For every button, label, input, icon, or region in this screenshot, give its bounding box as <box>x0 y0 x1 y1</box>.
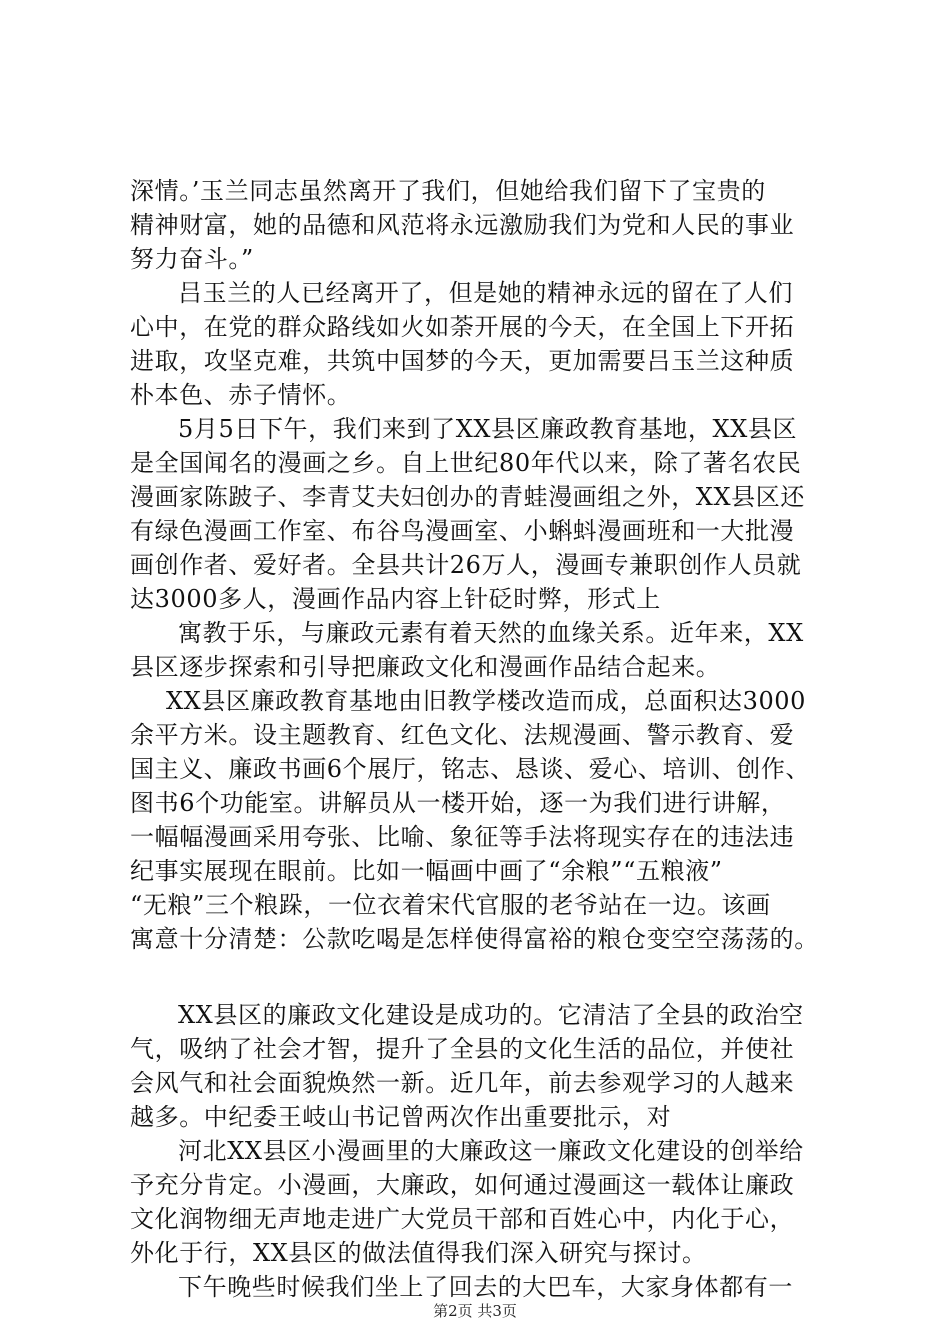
text-line: 进取，攻坚克难，共筑中国梦的今天，更加需要吕玉兰这种质 <box>130 347 795 375</box>
text-line: 图书6个功能室。讲解员从一楼开始，逐一为我们进行讲解， <box>130 789 786 817</box>
text-line: 会风气和社会面貌焕然一新。近几年，前去参观学习的人越来 <box>130 1069 795 1097</box>
text-line: 一幅幅漫画采用夸张、比喻、象征等手法将现实存在的违法违 <box>130 823 795 851</box>
text-line: 画创作者、爱好者。全县共计26万人，漫画专兼职创作人员就 <box>130 551 802 579</box>
paragraph-start: 5月5日下午，我们来到了XX县区廉政教育基地，XX县区 <box>178 415 798 443</box>
paragraph-start: 寓教于乐，与廉政元素有着天然的血缘关系。近年来，XX <box>178 619 804 647</box>
text-line: 县区逐步探索和引导把廉政文化和漫画作品结合起来。 <box>130 653 721 681</box>
text-line: 纪事实展现在眼前。比如一幅画中画了“余粮”“五粮液” <box>130 857 723 885</box>
text-line: 努力奋斗。” <box>130 245 254 273</box>
text-line: 深情。’玉兰同志虽然离开了我们，但她给我们留下了宝贵的 <box>130 177 766 205</box>
paragraph-start: 下午晚些时候我们坐上了回去的大巴车，大家身体都有一 <box>178 1273 793 1301</box>
text-line: “无粮”三个粮跺，一位衣着宋代官服的老爷站在一边。该画 <box>130 891 771 919</box>
text-line: 朴本色、赤子情怀。 <box>130 381 352 409</box>
text-line: 予充分肯定。小漫画，大廉政，如何通过漫画这一载体让廉政 <box>130 1171 795 1199</box>
text-line: 是全国闻名的漫画之乡。自上世纪80年代以来，除了著名农民 <box>130 449 802 477</box>
text-line: 文化润物细无声地走进广大党员干部和百姓心中，内化于心， <box>130 1205 795 1233</box>
text-line: 越多。中纪委王岐山书记曾两次作出重要批示，对 <box>130 1103 672 1131</box>
text-line: 达3000多人，漫画作品内容上针砭时弊，形式上 <box>130 585 661 613</box>
paragraph-start: XX县区的廉政文化建设是成功的。它清洁了全县的政治空 <box>178 1001 804 1029</box>
text-line: 国主义、廉政书画6个展厅，铭志、恳谈、爱心、培训、创作、 <box>130 755 811 783</box>
text-line: 心中，在党的群众路线如火如荼开展的今天，在全国上下开拓 <box>130 313 795 341</box>
text-line: 寓意十分清楚：公款吃喝是怎样使得富裕的粮仓变空空荡荡的。 <box>130 925 819 953</box>
page-footer: 第2页 共3页 <box>433 1302 517 1320</box>
text-line: 余平方米。设主题教育、红色文化、法规漫画、警示教育、爱 <box>130 721 795 749</box>
text-line: 漫画家陈跛子、李青艾夫妇创办的青蛙漫画组之外，XX县区还 <box>130 483 805 511</box>
paragraph-start: 河北XX县区小漫画里的大廉政这一廉政文化建设的创举给 <box>178 1137 804 1165</box>
paragraph-start: XX县区廉政教育基地由旧教学楼改造而成，总面积达3000 <box>166 687 807 715</box>
text-line: 外化于行，XX县区的做法值得我们深入研究与探讨。 <box>130 1239 707 1267</box>
text-line: 气，吸纳了社会才智，提升了全县的文化生活的品位，并使社 <box>130 1035 795 1063</box>
text-line: 有绿色漫画工作室、布谷鸟漫画室、小蝌蚪漫画班和一大批漫 <box>130 517 795 545</box>
paragraph-start: 吕玉兰的人已经离开了，但是她的精神永远的留在了人们 <box>178 279 793 307</box>
text-line: 精神财富，她的品德和风范将永远激励我们为党和人民的事业 <box>130 211 795 239</box>
